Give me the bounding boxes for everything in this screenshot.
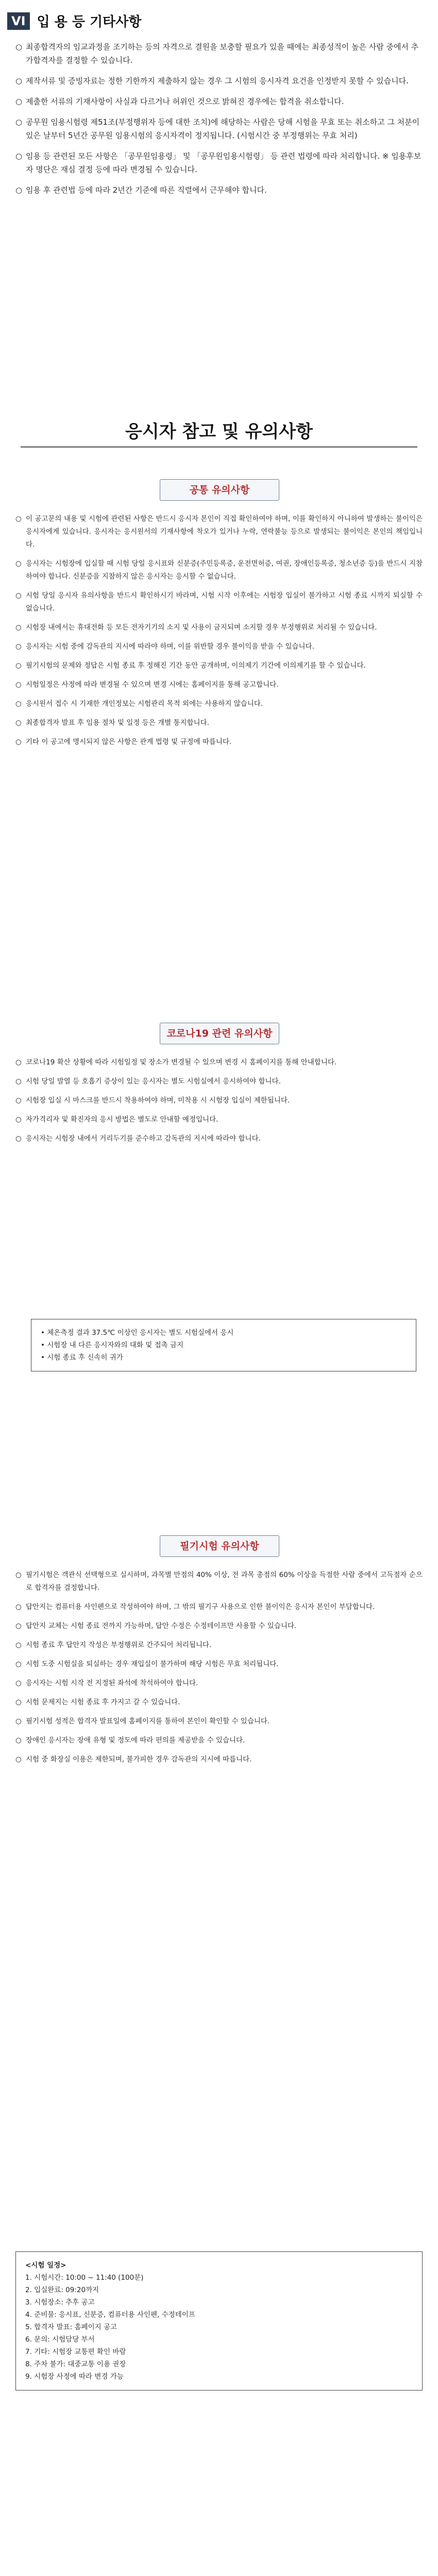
bullet-icon: ○ xyxy=(15,185,23,195)
list-item-text: 시험 종료 후 답안지 작성은 부정행위로 간주되어 처리됩니다. xyxy=(26,1641,212,1649)
list-item-text: 시험 도중 시험실을 퇴실하는 경우 재입실이 불가하며 해당 시험은 무효 처리됩니다. xyxy=(26,1660,279,1668)
list-item-text: 응시자는 시험 중에 감독관의 지시에 따라야 하며, 이를 위반할 경우 불이익을 받을 수 있습니다. xyxy=(26,642,314,651)
list-item-text: 장애인 응시자는 장애 유형 및 정도에 따라 편의를 제공받을 수 있습니다. xyxy=(26,1736,245,1744)
box-line: • 시험장 내 다른 응시자와의 대화 및 접촉 금지 xyxy=(41,1341,184,1349)
schedule-line: 8. 주차 불가: 대중교통 이용 권장 xyxy=(25,2360,126,2368)
list-item xyxy=(15,74,423,88)
list-item xyxy=(15,183,423,197)
bullet-icon: ○ xyxy=(15,1698,22,1706)
list-item-text: 응시원서 접수 시 기재한 개인정보는 시험관리 목적 외에는 사용하지 않습니다. xyxy=(26,700,263,708)
list-item xyxy=(15,1094,423,1107)
list-item xyxy=(15,1734,423,1747)
bullet-icon: ○ xyxy=(15,591,22,600)
bullet-icon: ○ xyxy=(15,1660,22,1668)
schedule-box xyxy=(15,2251,423,2391)
list-item xyxy=(15,640,423,653)
bullet-icon: ○ xyxy=(15,1096,22,1105)
list-item-text: 제출한 서류의 기재사항이 사실과 다르거나 허위인 것으로 밝혀진 경우에는 합격을 취소합니다. xyxy=(26,97,344,106)
list-item xyxy=(15,115,423,142)
list-item xyxy=(15,1753,423,1766)
common-list xyxy=(15,513,423,755)
bullet-icon: ○ xyxy=(15,515,22,523)
list-item-text: 이 공고문의 내용 및 시험에 관련된 사항은 반드시 응시자 본인이 직접 확인하여야 하며, 이를 확인하지 아니하여 발생하는 불이익은 응시자에게 있습니다. 응시자는 응시원서의 기재사항에 착오가 있거나 누락, 연락불능 등으로 발생되는 불이익은 본인의 책임입니다. xyxy=(26,515,423,549)
list-item-text: 기타 이 공고에 명시되지 않은 사항은 관계 법령 및 규정에 따릅니다. xyxy=(26,738,232,746)
subheading-covid: 코로나19 관련 유의사항 xyxy=(160,1023,279,1044)
list-item xyxy=(15,621,423,634)
section-header xyxy=(7,11,141,30)
subheading-written: 필기시험 유의사항 xyxy=(160,1535,279,1557)
list-item-text: 응시자는 시험장에 입실할 때 시험 당일 응시표와 신분증(주민등록증, 운전면허증, 여권, 장애인등록증, 청소년증 등)을 반드시 지참하여야 합니다. 신분증을 지참하지 않은 응시자는 응시할 수 없습니다. xyxy=(26,560,423,581)
bullet-icon: ○ xyxy=(15,1717,22,1725)
list-item xyxy=(15,40,423,67)
bullet-icon: ○ xyxy=(15,1755,22,1764)
covid-box xyxy=(31,1319,416,1371)
list-item xyxy=(15,659,423,672)
list-item-text: 임용 등 관련된 모든 사항은 「공무원임용령」 및 「공무원임용시험령」 등 관련 법령에 따라 처리합니다. ※ 임용후보자 명단은 재심 결정 등에 따라 변경될 수 있습니다. xyxy=(26,151,422,174)
section-badge: VI xyxy=(7,12,30,30)
bullet-icon: ○ xyxy=(15,1736,22,1744)
list-item-text: 필기시험은 객관식 선택형으로 실시하며, 과목별 만점의 40% 이상, 전 과목 총점의 60% 이상을 득점한 사람 중에서 고득점자 순으로 합격자를 결정합니다. xyxy=(26,1571,423,1592)
list-item-text: 답안지는 컴퓨터용 사인펜으로 작성하여야 하며, 그 밖의 필기구 사용으로 인한 불이익은 응시자 본인이 부담합니다. xyxy=(26,1603,375,1611)
list-item-text: 답안지 교체는 시험 종료 전까지 가능하며, 답안 수정은 수정테이프만 사용할 수 있습니다. xyxy=(26,1622,297,1630)
schedule-line: 9. 시험장 사정에 따라 변경 가능 xyxy=(25,2372,124,2381)
bullet-icon: ○ xyxy=(15,1622,22,1630)
list-item xyxy=(15,1677,423,1690)
list-item-text: 시험 중 화장실 이용은 제한되며, 불가피한 경우 감독관의 지시에 따릅니다. xyxy=(26,1755,252,1764)
list-item-text: 코로나19 확산 상황에 따라 시험일정 및 장소가 변경될 수 있으며 변경 시 홈페이지를 통해 안내합니다. xyxy=(26,1058,337,1066)
bullet-icon: ○ xyxy=(15,560,22,568)
bullet-icon: ○ xyxy=(15,623,22,632)
list-item xyxy=(15,149,423,176)
list-item xyxy=(15,589,423,615)
list-item xyxy=(15,736,423,749)
list-item xyxy=(15,1569,423,1595)
list-item xyxy=(15,679,423,691)
bullet-icon: ○ xyxy=(15,662,22,670)
subheading-common: 공통 유의사항 xyxy=(160,479,279,501)
bullet-icon: ○ xyxy=(15,117,23,127)
list-item-text: 최종합격자 발표 후 임용 절차 및 일정 등은 개별 통지합니다. xyxy=(26,719,209,727)
list-item xyxy=(15,698,423,710)
list-item xyxy=(15,1715,423,1728)
written-list xyxy=(15,1569,423,1772)
list-item-text: 응시자는 시험 시작 전 지정된 좌석에 착석하여야 합니다. xyxy=(26,1679,198,1687)
list-item-text: 시험장 입실 시 마스크를 반드시 착용하여야 하며, 미착용 시 시험장 입실이 제한됩니다. xyxy=(26,1096,290,1105)
schedule-line: 2. 입실완료: 09:20까지 xyxy=(25,2286,99,2294)
bullet-icon: ○ xyxy=(15,738,22,746)
box-line: • 체온측정 결과 37.5℃ 이상인 응시자는 별도 시험실에서 응시 xyxy=(41,1329,234,1337)
list-item xyxy=(15,95,423,108)
schedule-line: 1. 시험시간: 10:00 ~ 11:40 (100분) xyxy=(25,2274,144,2282)
intro-list xyxy=(15,40,423,204)
bullet-icon: ○ xyxy=(15,719,22,727)
bullet-icon: ○ xyxy=(15,681,22,689)
schedule-line: 5. 합격자 발표: 홈페이지 공고 xyxy=(25,2323,117,2331)
notice-title: 응시자 참고 및 유의사항 xyxy=(125,421,313,442)
bullet-icon: ○ xyxy=(15,1134,22,1143)
list-item-text: 시험일정은 사정에 따라 변경될 수 있으며 변경 시에는 홈페이지를 통해 공고합니다. xyxy=(26,681,279,689)
bullet-icon: ○ xyxy=(15,97,23,106)
bullet-icon: ○ xyxy=(15,42,23,52)
bullet-icon: ○ xyxy=(15,700,22,708)
bullet-icon: ○ xyxy=(15,1571,22,1579)
bullet-icon: ○ xyxy=(15,1679,22,1687)
covid-list xyxy=(15,1056,423,1151)
list-item-text: 응시자는 시험장 내에서 거리두기를 준수하고 감독관의 지시에 따라야 합니다. xyxy=(26,1134,261,1143)
list-item-text: 임용 후 관련법 등에 따라 2년간 기준에 따른 직렬에서 근무해야 합니다. xyxy=(26,185,267,195)
schedule-title: <시험 일정> xyxy=(25,2261,66,2269)
list-item xyxy=(15,1075,423,1088)
list-item-text: 시험 당일 발열 등 호흡기 증상이 있는 응시자는 별도 시험실에서 응시하여야 합니다. xyxy=(26,1077,281,1086)
bullet-icon: ○ xyxy=(15,642,22,651)
list-item xyxy=(15,557,423,583)
list-item xyxy=(15,1132,423,1145)
schedule-line: 4. 준비물: 응시표, 신분증, 컴퓨터용 사인펜, 수정테이프 xyxy=(25,2311,195,2319)
list-item-text: 필기시험의 문제와 정답은 시험 종료 후 정해진 기간 동안 공개하며, 이의제기 기간에 이의제기를 할 수 있습니다. xyxy=(26,662,366,670)
list-item-text: 시험 당일 응시자 유의사항을 반드시 확인하시기 바라며, 시험 시작 이후에는 시험장 입실이 불가하고 시험 종료 시까지 퇴실할 수 없습니다. xyxy=(26,591,423,613)
list-item xyxy=(15,513,423,551)
list-item-text: 최종합격자의 임교과정을 조기하는 등의 자격으로 결원을 보충할 필요가 있을 때에는 최종성적이 높은 사람 중에서 추가합격자를 결정할 수 있습니다. xyxy=(26,42,419,65)
list-item xyxy=(15,717,423,730)
list-item-text: 시험장 내에서는 휴대전화 등 모든 전자기기의 소지 및 사용이 금지되며 소지할 경우 부정행위로 처리될 수 있습니다. xyxy=(26,623,377,632)
list-item xyxy=(15,1639,423,1652)
title-divider xyxy=(21,446,417,448)
list-item-text: 공무원 임용시험령 제51조(부정행위자 등에 대한 조치)에 해당하는 사람은 당해 시험을 무효 또는 취소하고 그 처분이 있은 날부터 5년간 공무원 임용시험의 응시자격이 정지됩니다. (시험시간 중 부정행위는 무효 처리) xyxy=(26,117,420,140)
list-item-text: 필기시험 성적은 합격자 발표일에 홈페이지를 통하여 본인이 확인할 수 있습니다. xyxy=(26,1717,270,1725)
list-item-text: 제작서류 및 증빙자료는 정한 기한까지 제출하지 않는 경우 그 시험의 응시자격 요건을 인정받지 못할 수 있습니다. xyxy=(26,76,409,86)
bullet-icon: ○ xyxy=(15,151,23,161)
bullet-icon: ○ xyxy=(15,76,23,86)
list-item xyxy=(15,1113,423,1126)
list-item-text: 자가격리자 및 확진자의 응시 방법은 별도로 안내할 예정입니다. xyxy=(26,1115,218,1124)
list-item xyxy=(15,1620,423,1633)
bullet-icon: ○ xyxy=(15,1115,22,1124)
section-title: 입 용 등 기타사항 xyxy=(37,14,142,30)
bullet-icon: ○ xyxy=(15,1641,22,1649)
list-item xyxy=(15,1601,423,1614)
list-item-text: 시험 문제지는 시험 종료 후 가지고 갈 수 있습니다. xyxy=(26,1698,180,1706)
bullet-icon: ○ xyxy=(15,1077,22,1086)
list-item xyxy=(15,1658,423,1671)
bullet-icon: ○ xyxy=(15,1058,22,1066)
box-line: • 시험 종료 후 신속히 귀가 xyxy=(41,1353,123,1362)
schedule-line: 3. 시험장소: 추후 공고 xyxy=(25,2298,95,2307)
list-item xyxy=(15,1056,423,1069)
list-item xyxy=(15,1696,423,1709)
bullet-icon: ○ xyxy=(15,1603,22,1611)
schedule-line: 7. 기타: 시험장 교통편 확인 바람 xyxy=(25,2348,126,2356)
schedule-line: 6. 문의: 시험담당 부서 xyxy=(25,2335,95,2344)
